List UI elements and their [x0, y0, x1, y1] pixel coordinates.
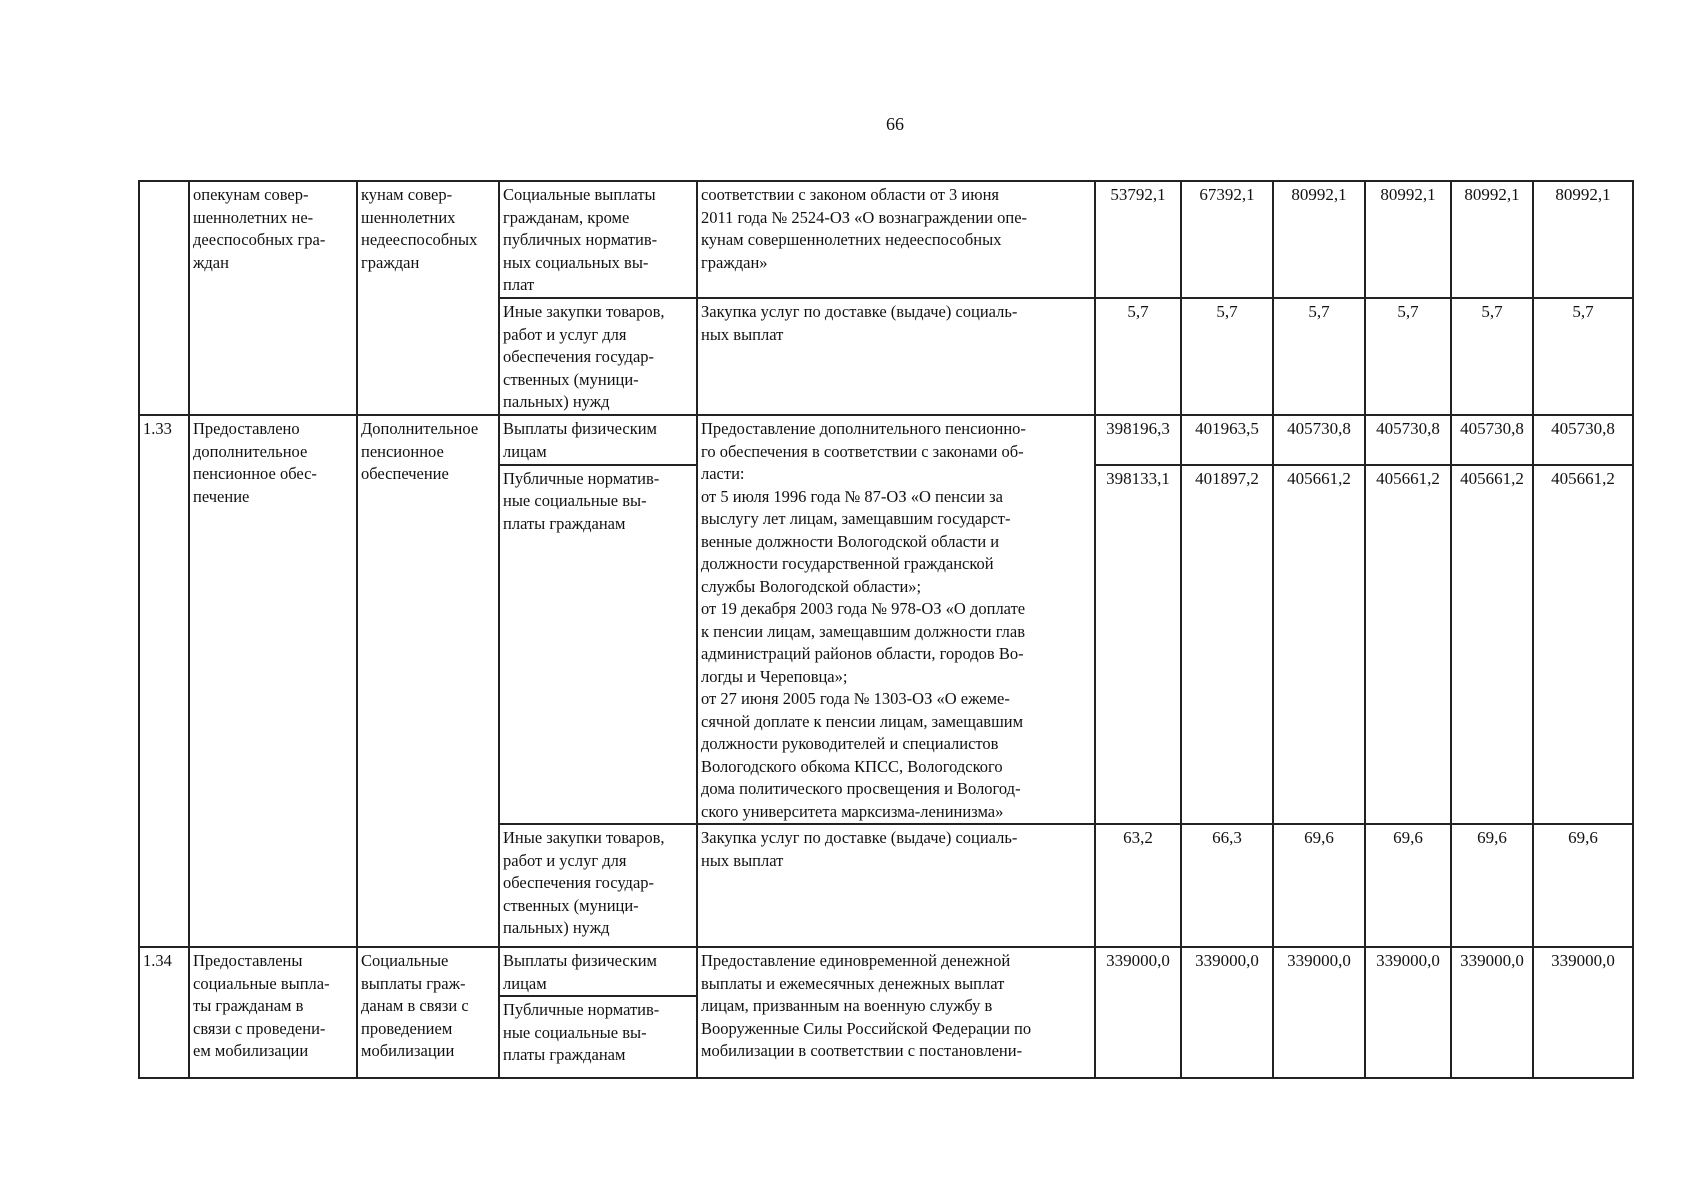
description-cell: Предоставление единовременной денежной выплаты и ежемесячных денежных выплат лицам, призванным на военную службу в Вооруженные Силы Российской Федерации по мобилизации в соответствии с постановлени- — [697, 947, 1095, 1078]
value-cell: 5,7 — [1451, 298, 1533, 415]
value-cell: 405661,2 — [1273, 465, 1365, 824]
value-cell: 339000,0 — [1181, 947, 1273, 1078]
result-cell: опекунам совер- шеннолетних не- дееспособных гра- ждан — [189, 181, 357, 415]
value-cell: 63,2 — [1095, 824, 1181, 947]
value-cell: 401963,5 — [1181, 415, 1273, 465]
value-cell: 5,7 — [1181, 298, 1273, 415]
expense-type-cell: Публичные норматив- ные социальные вы- платы гражданам — [499, 465, 697, 824]
value-cell: 67392,1 — [1181, 181, 1273, 298]
value-cell: 66,3 — [1181, 824, 1273, 947]
expense-type-cell: Социальные выплаты гражданам, кроме публичных норматив- ных социальных вы- плат — [499, 181, 697, 298]
value-cell: 80992,1 — [1273, 181, 1365, 298]
result-cell: Предоставлены социальные выпла- ты гражданам в связи с проведени- ем мобилизации — [189, 947, 357, 1078]
row-index — [139, 181, 189, 415]
value-cell: 405730,8 — [1451, 415, 1533, 465]
row-index: 1.34 — [139, 947, 189, 1078]
value-cell: 339000,0 — [1533, 947, 1633, 1078]
page-number: 66 — [886, 114, 904, 134]
value-cell: 398133,1 — [1095, 465, 1181, 824]
measure-cell: Социальные выплаты граж- данам в связи с проведением мобилизации — [357, 947, 499, 1078]
measure-cell: Дополнительное пенсионное обеспечение — [357, 415, 499, 947]
budget-table — [138, 180, 1634, 1079]
expense-type-cell: Выплаты физическим лицам — [499, 947, 697, 996]
table-row — [139, 947, 1633, 996]
value-cell: 5,7 — [1533, 298, 1633, 415]
value-cell: 53792,1 — [1095, 181, 1181, 298]
value-cell: 80992,1 — [1365, 181, 1451, 298]
description-cell: Закупка услуг по доставке (выдаче) социаль- ных выплат — [697, 298, 1095, 415]
value-cell: 80992,1 — [1451, 181, 1533, 298]
value-cell: 5,7 — [1095, 298, 1181, 415]
value-cell: 339000,0 — [1273, 947, 1365, 1078]
result-cell: Предоставлено дополнительное пенсионное обес- печение — [189, 415, 357, 947]
value-cell: 405730,8 — [1533, 415, 1633, 465]
value-cell: 405661,2 — [1451, 465, 1533, 824]
value-cell: 398196,3 — [1095, 415, 1181, 465]
description-cell: Закупка услуг по доставке (выдаче) социаль- ных выплат — [697, 824, 1095, 947]
value-cell: 339000,0 — [1451, 947, 1533, 1078]
value-cell: 69,6 — [1273, 824, 1365, 947]
value-cell: 339000,0 — [1365, 947, 1451, 1078]
value-cell: 69,6 — [1533, 824, 1633, 947]
value-cell: 5,7 — [1365, 298, 1451, 415]
expense-type-cell: Выплаты физическим лицам — [499, 415, 697, 465]
measure-cell: кунам совер- шеннолетних недееспособных граждан — [357, 181, 499, 415]
value-cell: 339000,0 — [1095, 947, 1181, 1078]
expense-type-cell: Иные закупки товаров, работ и услуг для обеспечения государ- ственных (муници- пальных) нужд — [499, 824, 697, 947]
row-index: 1.33 — [139, 415, 189, 947]
value-cell: 80992,1 — [1533, 181, 1633, 298]
value-cell: 5,7 — [1273, 298, 1365, 415]
value-cell: 69,6 — [1365, 824, 1451, 947]
value-cell: 69,6 — [1451, 824, 1533, 947]
expense-type-cell: Публичные норматив- ные социальные вы- платы гражданам — [499, 996, 697, 1078]
value-cell: 405661,2 — [1533, 465, 1633, 824]
expense-type-cell: Иные закупки товаров, работ и услуг для обеспечения государ- ственных (муници- пальных) нужд — [499, 298, 697, 415]
table-row — [139, 181, 1633, 298]
description-cell: соответствии с законом области от 3 июня 2011 года № 2524-ОЗ «О вознаграждении опе- кунам совершеннолетних недееспособных граждан» — [697, 181, 1095, 298]
value-cell: 405661,2 — [1365, 465, 1451, 824]
value-cell: 405730,8 — [1273, 415, 1365, 465]
description-cell: Предоставление дополнительного пенсионно- го обеспечения в соответствии с законами об- ласти: от 5 июля 1996 года № 87-ОЗ «О пенсии за выслугу лет лицам, замещавшим государст- венные должности Вологодской области и должности государственной гражданской службы Вологодской области»; от 19 декабря 2003 года № 978-ОЗ «О доплате к пенсии лицам, замещавшим должности глав администраций районов области, городов Во- логды и Череповца»; от 27 июня 2005 года № 1303-ОЗ «О ежеме- сячной доплате к пенсии лицам, замещавшим должности руководителей и специалистов Вологодского обкома КПСС, Вологодского дома политического просвещения и Вологод- ского университета марксизма-ленинизма» — [697, 415, 1095, 824]
table-row — [139, 415, 1633, 465]
value-cell: 405730,8 — [1365, 415, 1451, 465]
value-cell: 401897,2 — [1181, 465, 1273, 824]
